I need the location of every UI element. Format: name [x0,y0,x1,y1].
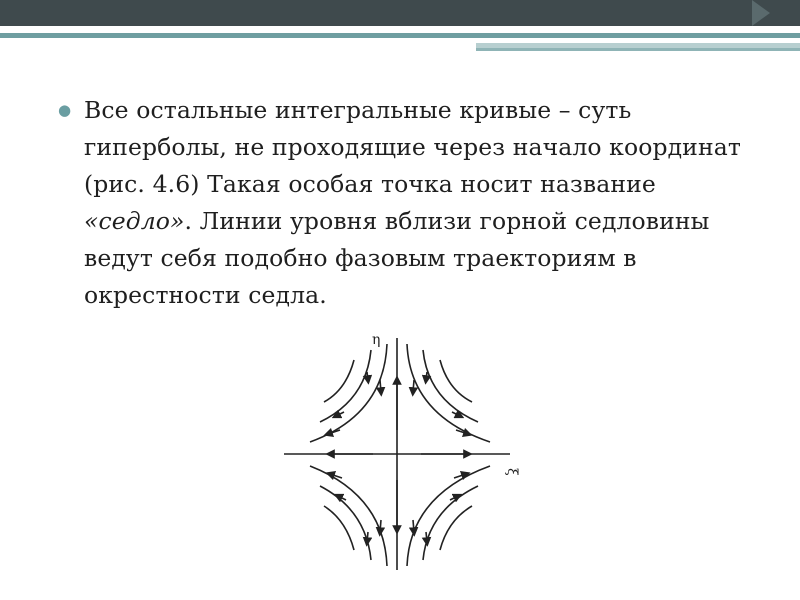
saddle-diagram [280,330,530,590]
saddle-term: «седло» [84,207,185,235]
bullet-paragraph [84,92,758,314]
hyperbola-ur-middle [423,350,478,422]
header-bar [0,0,800,26]
hyperbola-ll-middle [320,486,371,560]
hyperbola-ll-inner [310,466,387,566]
flow-arrow-ll-2 [380,520,381,532]
hyperbola-ul-inner [310,344,387,442]
bullet-item [58,92,758,314]
x-axis-label: ξ [504,468,520,476]
hyperbola-lr-outer [440,506,472,550]
bullet-icon: ● [58,101,72,119]
hyperbola-ul-middle [320,350,371,422]
flow-arrow-ul-1 [380,380,381,392]
hyperbola-lr-inner [407,466,490,566]
accent-stripe [0,33,800,38]
header-arrow-decoration [752,0,770,26]
flow-arrow-ur-3 [426,372,427,380]
hyperbola-lr-middle [423,486,478,560]
y-axis-label: η [372,332,381,348]
bullet-text-part1: Все остальные интегральные кривые – суть гиперболы, не проходящие через начало координат (рис. 4.6) Такая особая точка носит название [84,96,741,198]
saddle-phase-portrait [280,330,530,590]
hyperbola-ur-outer [440,360,472,402]
flow-arrow-ul-3 [367,372,368,380]
flow-arrow-lr-4 [426,532,427,542]
bullet-text-part2: . Линии уровня вблизи горной седловины ведут себя подобно фазовым траекториям в окрестности седла. [84,207,710,309]
flow-arrow-lr-2 [413,520,414,532]
flow-arrow-ur-4 [452,412,460,416]
slide-content [58,92,758,314]
hyperbola-ul-outer [324,360,354,402]
hyperbola-ll-outer [324,506,354,550]
flow-arrow-ur-1 [413,380,414,392]
flow-arrow-ll-4 [367,532,368,542]
accent-stripe-mid [476,48,800,51]
hyperbola-ur-inner [407,344,490,442]
